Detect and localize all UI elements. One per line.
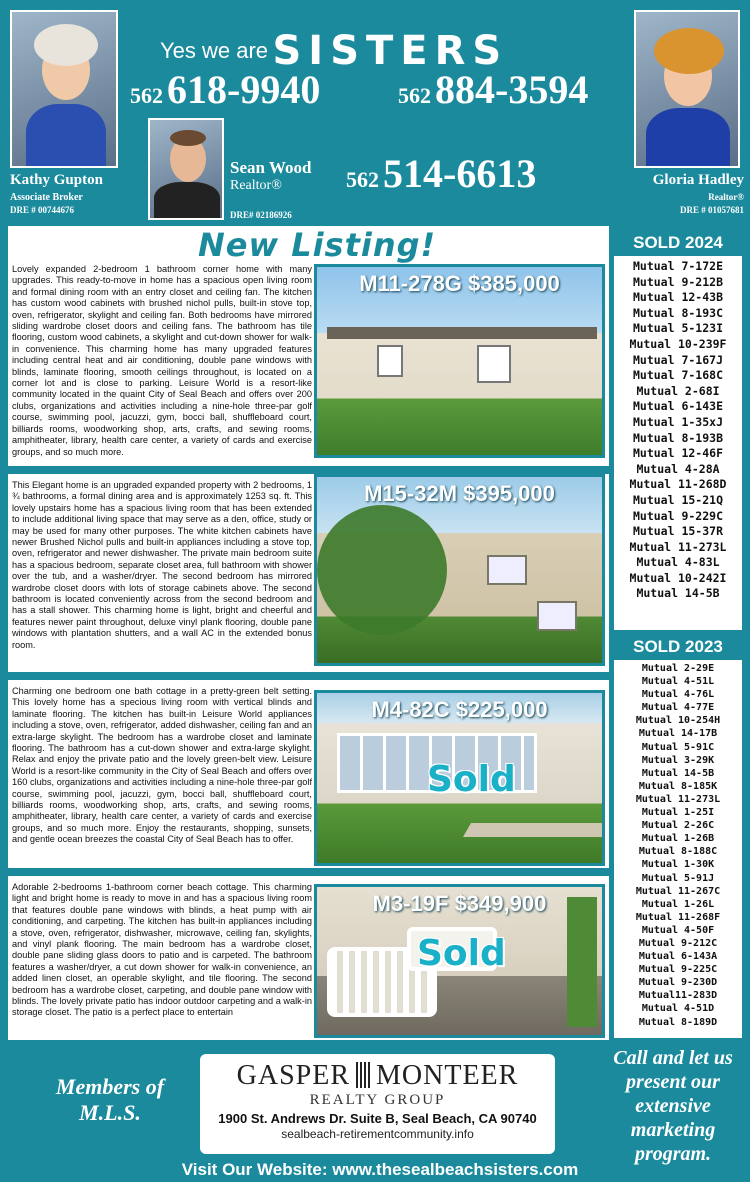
sold-2024-list xyxy=(614,256,742,602)
sold-list-item: Mutual 5-123I xyxy=(632,321,723,336)
sold-list-item: Mutual 8-185K xyxy=(638,780,718,792)
listing-price-label: M4-82C $225,000 xyxy=(371,697,548,722)
new-listing-heading: New Listing! xyxy=(198,226,437,264)
phone-kathy xyxy=(130,66,320,113)
logo-title xyxy=(200,1060,555,1092)
sold-list-item: Mutual 9-229C xyxy=(632,508,723,523)
sean-title: Realtor® xyxy=(230,178,282,193)
sold-list-item: Mutual 4-50F xyxy=(641,924,715,936)
phone-number: 514-6613 xyxy=(383,151,537,196)
listing-description: This Elegant home is an upgraded expanded property with 2 bedrooms, 1 ¾ bathrooms, a formal dining area and is approximately 1253 sq. ft. This lovely upstairs home has a spacious living room that has been extended to include additional living space that may serve as a den, office, study or may be used for many other purposes. The white kitchen cabinets have newer Brushed Nichol pulls and built-in appliances including a stove top, oven, refrigerator and newer dishwasher. The private main bedroom suite has a spacious bedroom, separate closet area, full bathroom with shower over the tub, and a washer/dryer. The second bedroom has mirrored wardrobe closet doors with lots of storage cabinets above. The second bathroom is located conveniently across from the second bedroom and has a stall shower. This charming home is light, bright and cheerful and features newer paint throughout, deluxe vinyl plank flooring, double pane windows with plantation shutters, and a wall AC in the extended bonus room. xyxy=(12,480,312,650)
sold-list-item: Mutual 1-25I xyxy=(641,807,715,819)
phone-area: 562 xyxy=(398,83,431,108)
divider xyxy=(8,466,609,474)
sold-list-item: Mutual 11-268F xyxy=(635,911,721,923)
sold-2023-list xyxy=(614,660,742,1029)
realty-logo[interactable] xyxy=(200,1054,555,1154)
sold-list-item: Mutual 11-273L xyxy=(629,539,727,554)
gloria-photo xyxy=(634,10,740,168)
sold-2023-panel xyxy=(614,634,742,1038)
sold-list-item: Mutual 4-51D xyxy=(641,1003,715,1015)
sold-list-item: Mutual 9-225C xyxy=(638,964,718,976)
tagline-big: SISTERS xyxy=(272,28,509,74)
listing-price-label: M15-32M $395,000 xyxy=(364,481,555,506)
sold-list-item: Mutual 11-267C xyxy=(635,885,721,897)
call-text: Call and let us present our extensive marketing program. xyxy=(613,1047,733,1165)
sold-list-item: Mutual 15-21Q xyxy=(632,492,723,507)
sold-list-item: Mutual 9-212C xyxy=(638,937,718,949)
sold-list-item: Mutual 1-35xJ xyxy=(632,414,723,429)
sold-list-item: Mutual 14-5B xyxy=(636,586,720,601)
sold-list-item: Mutual 1-30K xyxy=(641,859,715,871)
sold-list-item: Mutual 8-189D xyxy=(638,1016,718,1028)
tagline-small: Yes we are xyxy=(160,38,269,63)
phone-number: 884-3594 xyxy=(435,67,589,112)
sold-list-item: Mutual 4-51L xyxy=(641,676,715,688)
sold-stamp: Sold xyxy=(417,933,506,974)
sold-2023-heading: SOLD 2023 xyxy=(614,634,742,660)
sold-list-item: Mutual 6-143A xyxy=(638,951,718,963)
sold-list-item: Mutual 7-168C xyxy=(632,368,723,383)
kathy-photo xyxy=(10,10,118,168)
listing-photo[interactable] xyxy=(314,884,605,1038)
sold-list-item: Mutual 11-273L xyxy=(635,793,721,805)
listing-description: Charming one bedroom one bath cottage in a pretty-green belt setting. This lovely home has a specious living room with vertical blinds and laminate flooring. The kitchen has built-in Leisure World appliances including a stove, oven, refrigerator, added dishwasher, ceiling fan and an extra-large skylight. The bedroom has a wardrobe closet and laminate flooring. The bathroom has a cut-down shower and extra-large skylight. Relax and enjoy the private patio and the lovely green-belt view. Leisure World is a resort-like community in the City of Seal Beach and offers over 160 clubs, organizations and activities including a nine-hole three-par golf course, swimming pool, jacuzzi, gym, bocci ball, shuffleboard court, billiards rooms, woodworking shop, arts, crafts, and sewing rooms, amphitheater, library, health care center, a variety of cards and exercise groups, and so much more. Enjoy the restaurants, shopping, sunsets, and gentle ocean breezes the coastal City of Seal Beach has to offer. xyxy=(12,686,312,845)
sold-list-item: Mutual 14-5B xyxy=(641,767,715,779)
kathy-title: Associate Broker xyxy=(10,192,83,203)
listing-description: Adorable 2-bedrooms 1-bathroom corner beach cottage. This charming light and bright home is ready to move in and has a spacious living room that features double pane windows with blinds, a heat pump with air conditioning, and carpeting. The kitchen has built-in appliances including a stove, oven, refrigerator, dishwasher, microwave, ceiling fan, skylights, and vinyl plank flooring. The main bedroom has a wardrobe closet, double pane sliding glass doors to patio and is carpeted. The bathroom features a washer/dryer, a cut down shower for walk-in convenience, an added linen closet, an operable skylight, and tile flooring. The second bedroom has a wardrobe closet, carpeting, and double pane window with blinds. The lovely private patio has indoor outdoor carpeting and a walk-in storage closet. The patio is a perfect place to entertain xyxy=(12,882,312,1018)
listing-photo[interactable] xyxy=(314,264,605,458)
sold-list-item: Mutual 11-268D xyxy=(629,477,727,492)
website-link[interactable]: Visit Our Website: www.thesealbeachsisters.com xyxy=(181,1160,579,1179)
sold-list-item: Mutual 4-28A xyxy=(636,461,720,476)
sold-list-item: Mutual 2-68I xyxy=(636,383,720,398)
listing-m15-32m xyxy=(8,480,609,670)
phone-gloria xyxy=(398,66,588,113)
sold-list-item: Mutual 10-239F xyxy=(629,336,727,351)
sold-list-item: Mutual 1-26B xyxy=(641,833,715,845)
gloria-name: Gloria Hadley xyxy=(652,172,744,188)
listing-m4-82c xyxy=(8,686,609,866)
sold-list-item: Mutual 2-26C xyxy=(641,820,715,832)
sold-list-item: Mutual 4-77E xyxy=(641,702,715,714)
listing-price-label: M11-278G $385,000 xyxy=(359,271,560,296)
kathy-name: Kathy Gupton xyxy=(10,172,103,188)
logo-bars-icon xyxy=(356,1062,370,1088)
listing-description: Lovely expanded 2-bedroom 1 bathroom corner home with many upgrades. This ready-to-move in home has a spacious open living room and formal dining room with an entry closet and ceiling fan. The kitchen has custom wood cabinets with brushed nichol pulls, built-in stove top, oven, refrigerator, skylight and ceiling fan. Both bedrooms have mirrored sliding wardrobe closet doors and ceiling fans. The bathroom has tile flooring, custom wood cabinets, a skylight and cut-down shower for walk-in convenience. This charming home has many upgraded features including central heat and air conditioning, double pane windows with blinds, laminate flooring, smooth ceilings throughout, is located on a corner lot and is close to parking. Leisure World is a resort-like community located in the quaint City of Seal Beach and offers over 200 clubs, organizations and activities including a nine-hole three-par golf course, swimming pool, jacuzzi, gym, bocci ball, shuffleboard court, billiards rooms, woodworking shop, arts, crafts, and sewing rooms, amphitheater, library, health care center, a variety of cards and exercise groups, and so much more. xyxy=(12,264,312,457)
sold-list-item: Mutual 14-17B xyxy=(638,728,718,740)
listing-photo[interactable] xyxy=(314,474,605,666)
sean-name: Sean Wood xyxy=(230,158,312,177)
divider xyxy=(8,868,609,876)
members-mls-text: Members of M.L.S. xyxy=(55,1074,165,1125)
sold-list-item: Mutual 4-83L xyxy=(636,555,720,570)
sean-photo xyxy=(148,118,224,220)
sold-list-item: Mutual 10-254H xyxy=(635,715,721,727)
listing-price-label: M3-19F $349,900 xyxy=(372,891,547,916)
sold-2024-panel xyxy=(614,230,742,630)
sold-list-item: Mutual 7-167J xyxy=(632,352,723,367)
sold-2024-heading: SOLD 2024 xyxy=(614,230,742,256)
sold-list-item: Mutual 5-91C xyxy=(641,741,715,753)
sold-list-item: Mutual 4-76L xyxy=(641,689,715,701)
sold-list-item: Mutual 8-193B xyxy=(632,430,723,445)
sold-list-item: Mutual 5-91J xyxy=(641,872,715,884)
gloria-dre: DRE # 01057681 xyxy=(679,205,744,215)
sean-dre: DRE# 02186926 xyxy=(230,210,292,220)
divider xyxy=(8,672,609,680)
sold-list-item: Mutual 10-242I xyxy=(629,570,727,585)
sold-list-item: Mutual 7-172E xyxy=(632,259,723,273)
sold-list-item: Mutual 6-143E xyxy=(632,399,723,414)
listing-m11-278g xyxy=(8,264,609,464)
office-address: 1900 St. Andrews Dr. Suite B, Seal Beach, CA 90740 xyxy=(218,1111,537,1126)
listings-panel xyxy=(8,226,609,1040)
phone-sean xyxy=(346,150,536,197)
sold-list-item: Mutual 12-46F xyxy=(632,446,723,461)
sold-list-item: Mutual 1-26L xyxy=(641,898,715,910)
gloria-title: Realtor® xyxy=(708,192,744,202)
phone-area: 562 xyxy=(130,83,163,108)
listing-m3-19f xyxy=(8,882,609,1038)
logo-right-word: MONTEER xyxy=(376,1060,519,1091)
logo-url[interactable]: sealbeach-retirementcommunity.info xyxy=(281,1127,474,1141)
sold-list-item: Mutual11-283D xyxy=(638,990,718,1002)
sold-list-item: Mutual 8-193C xyxy=(632,305,723,320)
kathy-dre: DRE # 00744676 xyxy=(10,205,75,215)
phone-number: 618-9940 xyxy=(167,67,321,112)
sold-list-item: Mutual 2-29E xyxy=(641,663,715,674)
logo-left-word: GASPER xyxy=(236,1060,351,1091)
sold-list-item: Mutual 15-37R xyxy=(632,524,723,539)
sold-list-item: Mutual 8-188C xyxy=(638,846,718,858)
logo-subtitle: REALTY GROUP xyxy=(309,1092,446,1108)
phone-area: 562 xyxy=(346,167,379,192)
sold-list-item: Mutual 3-29K xyxy=(641,754,715,766)
sold-list-item: Mutual 9-212B xyxy=(632,274,723,289)
listing-photo[interactable] xyxy=(314,690,605,866)
header xyxy=(0,0,750,224)
sold-list-item: Mutual 12-43B xyxy=(632,290,723,305)
sold-stamp: Sold xyxy=(427,759,516,800)
sold-list-item: Mutual 9-230D xyxy=(638,977,718,989)
